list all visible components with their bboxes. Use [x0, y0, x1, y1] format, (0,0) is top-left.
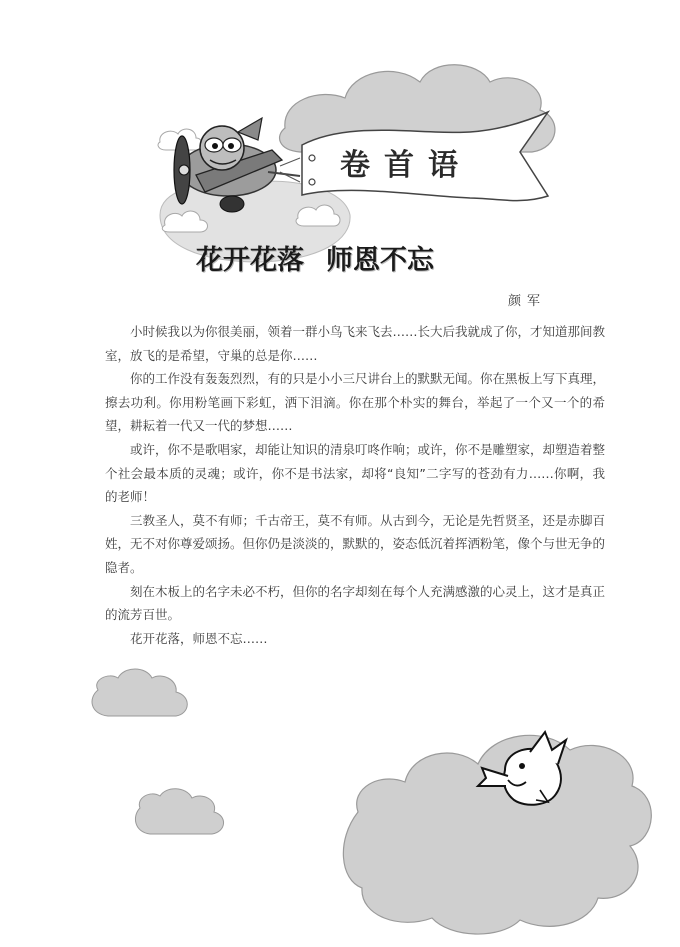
article-body	[105, 320, 605, 650]
paragraph: 花开花落，师恩不忘……	[130, 630, 268, 646]
title-part2: 师恩不忘	[326, 245, 434, 276]
article-title	[196, 238, 434, 277]
footer-illustration	[0, 640, 680, 947]
paragraph: 你的工作没有轰轰烈烈，有的只是小小三尺讲台上的默默无闻。你在黑板上写下真理，擦去功利。你用粉笔画下彩虹，洒下泪滴。你在那个朴实的舞台，举起了一个又一个的希望，耕耘着一代又一代的梦想……	[105, 371, 606, 434]
author-name: 颜军	[508, 294, 547, 309]
cloud-middle	[135, 789, 223, 834]
paragraph: 刻在木板上的名字未必不朽，但你的名字却刻在每个人充满感激的心灵上，这才是真正的流芳百世。	[105, 583, 606, 623]
cloud-left	[92, 669, 187, 716]
paragraph: 小时候我以为你很美丽，领着一群小鸟飞来飞去……长大后我就成了你，才知道那间教室，放飞的是希望，守巢的总是你……	[105, 324, 606, 363]
paragraph: 或许，你不是歌唱家，却能让知识的清泉叮咚作响；或许，你不是雕塑家，却塑造着整个社会最本质的灵魂；或许，你不是书法家，却将“良知”二字写的苍劲有力……你啊，我的老师！	[105, 441, 606, 505]
cloud-large	[343, 735, 651, 934]
paragraph: 三教圣人，莫不有师；千古帝王，莫不有师。从古到今，无论是先哲贤圣，还是赤脚百姓，无不对你尊爱颂扬。但你仍是淡淡的，默默的，姿态低沉着挥洒粉笔，像个与世无争的隐者。	[105, 512, 606, 575]
banner-label: 卷首语	[340, 148, 472, 183]
title-part1: 花开花落	[196, 245, 304, 276]
